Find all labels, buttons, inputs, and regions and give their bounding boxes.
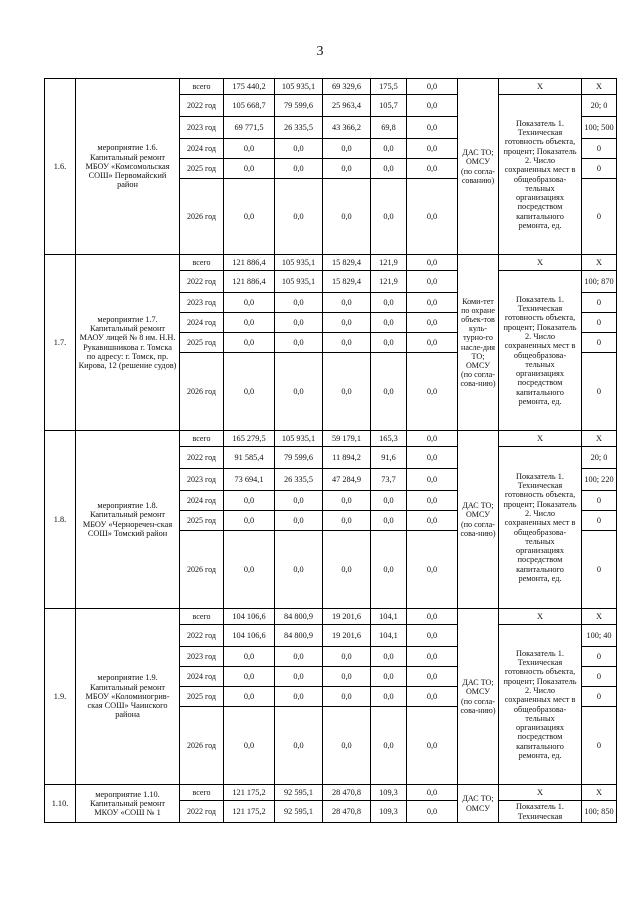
cell-value: 0,0 xyxy=(323,293,371,313)
indicator-cell: Показатель 1. Техническая готовность объекта, процент; Показатель 2. Число сохраненных мест в общеобразова-тельных организациях посредством капитального ремонта, ед. xyxy=(499,271,582,431)
indicator-value: 0 xyxy=(582,491,617,511)
period-label: 2025 год xyxy=(180,511,224,531)
cell-value: 109,3 xyxy=(371,801,407,823)
table-row xyxy=(45,785,617,801)
indicator-value: 0 xyxy=(582,667,617,687)
cell-value: 92 595,1 xyxy=(275,785,323,801)
period-label: 2025 год xyxy=(180,333,224,353)
cell-value: 105 668,7 xyxy=(224,95,275,117)
cell-value: 0,0 xyxy=(224,531,275,609)
cell-value: 104 106,6 xyxy=(224,625,275,647)
cell-value: 175 440,2 xyxy=(224,79,275,95)
row-number: 1.6. xyxy=(45,79,76,255)
cell-value: 0,0 xyxy=(323,647,371,667)
cell-value: 79 599,6 xyxy=(275,95,323,117)
cell-value: 0,0 xyxy=(275,179,323,255)
cell-value: 0,0 xyxy=(224,353,275,431)
row-number: 1.7. xyxy=(45,255,76,431)
indicator-value: 0 xyxy=(582,179,617,255)
measure-name: мероприятие 1.9. Капитальный ремонт МБОУ «Коломиногрив-ская СОШ» Чаинского района xyxy=(76,609,180,785)
page-number: 3 xyxy=(316,44,324,59)
measure-name: мероприятие 1.7. Капитальный ремонт МАОУ лицей № 8 им. Н.Н. Рукавишникова г. Томска по адресу: г. Томск, пр. Кирова, 12 (решение судов) xyxy=(76,255,180,431)
period-label: всего xyxy=(180,255,224,271)
cell-value: 0,0 xyxy=(275,353,323,431)
row-number: 1.10. xyxy=(45,785,76,823)
cell-value: 0,0 xyxy=(371,667,407,687)
period-label: 2023 год xyxy=(180,469,224,491)
cell-value: 0,0 xyxy=(407,469,458,491)
table-row xyxy=(45,255,617,271)
cell-value: 104 106,6 xyxy=(224,609,275,625)
cell-value: 0,0 xyxy=(224,491,275,511)
indicator-value: 0 xyxy=(582,531,617,609)
cell-value: 0,0 xyxy=(323,491,371,511)
cell-value: 0,0 xyxy=(224,179,275,255)
responsible-executor: ДАС ТО; ОМСУ (по согла-сова-нию) xyxy=(458,609,499,785)
cell-value: 0,0 xyxy=(224,511,275,531)
cell-value: 0,0 xyxy=(371,511,407,531)
cell-value: 0,0 xyxy=(407,79,458,95)
cell-value: 47 284,9 xyxy=(323,469,371,491)
period-label: 2026 год xyxy=(180,353,224,431)
cell-value: 84 800,9 xyxy=(275,609,323,625)
cell-value: 0,0 xyxy=(407,609,458,625)
cell-value: 0,0 xyxy=(323,531,371,609)
indicator-cell: Х xyxy=(499,255,582,271)
indicator-cell: Х xyxy=(499,79,582,95)
indicator-cell: Х xyxy=(499,431,582,447)
period-label: 2023 год xyxy=(180,647,224,667)
period-label: 2024 год xyxy=(180,139,224,159)
cell-value: 0,0 xyxy=(371,179,407,255)
cell-value: 0,0 xyxy=(224,647,275,667)
cell-value: 0,0 xyxy=(275,531,323,609)
cell-value: 175,5 xyxy=(371,79,407,95)
cell-value: 109,3 xyxy=(371,785,407,801)
row-number: 1.8. xyxy=(45,431,76,609)
indicator-value: 0 xyxy=(582,293,617,313)
cell-value: 0,0 xyxy=(371,159,407,179)
cell-value: 79 599,6 xyxy=(275,447,323,469)
cell-value: 0,0 xyxy=(275,293,323,313)
cell-value: 105 935,1 xyxy=(275,79,323,95)
indicator-cell: Показатель 1. Техническая готовность объекта, процент; Показатель 2. Число сохраненных мест в общеобразова-тельных организациях посредством капитального ремонта, ед. xyxy=(499,95,582,255)
period-label: 2022 год xyxy=(180,271,224,293)
indicator-value: 0 xyxy=(582,333,617,353)
period-label: 2022 год xyxy=(180,447,224,469)
cell-value: 0,0 xyxy=(275,139,323,159)
period-label: 2024 год xyxy=(180,667,224,687)
cell-value: 25 963,4 xyxy=(323,95,371,117)
indicator-value: 20; 0 xyxy=(582,447,617,469)
indicator-value: 0 xyxy=(582,511,617,531)
cell-value: 91,6 xyxy=(371,447,407,469)
cell-value: 0,0 xyxy=(224,333,275,353)
period-label: всего xyxy=(180,609,224,625)
cell-value: 26 335,5 xyxy=(275,469,323,491)
period-label: всего xyxy=(180,785,224,801)
cell-value: 43 366,2 xyxy=(323,117,371,139)
cell-value: 0,0 xyxy=(407,293,458,313)
cell-value: 0,0 xyxy=(407,707,458,785)
cell-value: 0,0 xyxy=(371,707,407,785)
table-row xyxy=(45,79,617,95)
cell-value: 0,0 xyxy=(407,801,458,823)
indicator-value: 100; 40 xyxy=(582,625,617,647)
cell-value: 0,0 xyxy=(407,271,458,293)
cell-value: 69,8 xyxy=(371,117,407,139)
cell-value: 0,0 xyxy=(275,333,323,353)
period-label: 2022 год xyxy=(180,801,224,823)
cell-value: 59 179,1 xyxy=(323,431,371,447)
cell-value: 0,0 xyxy=(224,293,275,313)
cell-value: 105 935,1 xyxy=(275,255,323,271)
responsible-executor: Коми-тет по охране объек-тов куль-турно-го насле-дия ТО; ОМСУ (по согла-сова-нию) xyxy=(458,255,499,431)
indicator-cell: Показатель 1. Техническая готовность объекта, процент; Показатель 2. Число сохраненных мест в общеобразова-тельных организациях посредством капитального ремонта, ед. xyxy=(499,625,582,785)
cell-value: 0,0 xyxy=(323,511,371,531)
cell-value: 104,1 xyxy=(371,625,407,647)
period-label: 2024 год xyxy=(180,491,224,511)
measure-name: мероприятие 1.10. Капитальный ремонт МКОУ «СОШ № 1 xyxy=(76,785,180,823)
cell-value: 0,0 xyxy=(224,139,275,159)
cell-value: 0,0 xyxy=(323,159,371,179)
cell-value: 0,0 xyxy=(407,491,458,511)
cell-value: 0,0 xyxy=(323,179,371,255)
cell-value: 0,0 xyxy=(371,531,407,609)
indicator-value: 20; 0 xyxy=(582,95,617,117)
responsible-executor: ДАС ТО; ОМСУ (по согла-сова-нию) xyxy=(458,431,499,609)
cell-value: 0,0 xyxy=(407,531,458,609)
cell-value: 0,0 xyxy=(371,333,407,353)
cell-value: 0,0 xyxy=(224,159,275,179)
cell-value: 165 279,5 xyxy=(224,431,275,447)
indicator-value: 0 xyxy=(582,707,617,785)
cell-value: 0,0 xyxy=(323,313,371,333)
cell-value: 121 886,4 xyxy=(224,255,275,271)
cell-value: 0,0 xyxy=(407,647,458,667)
row-number: 1.9. xyxy=(45,609,76,785)
cell-value: 73 694,1 xyxy=(224,469,275,491)
cell-value: 0,0 xyxy=(407,667,458,687)
cell-value: 0,0 xyxy=(275,511,323,531)
cell-value: 0,0 xyxy=(407,179,458,255)
cell-value: 0,0 xyxy=(224,707,275,785)
cell-value: 0,0 xyxy=(407,431,458,447)
cell-value: 0,0 xyxy=(407,117,458,139)
cell-value: 0,0 xyxy=(371,313,407,333)
cell-value: 84 800,9 xyxy=(275,625,323,647)
cell-value: 91 585,4 xyxy=(224,447,275,469)
cell-value: 121,9 xyxy=(371,271,407,293)
cell-value: 0,0 xyxy=(224,313,275,333)
cell-value: 15 829,4 xyxy=(323,271,371,293)
table-row xyxy=(45,609,617,625)
indicator-cell: Показатель 1. Техническая готовность объекта, процент; Показатель 2. Число сохраненных мест в общеобразова-тельных организациях посредством капитального ремонта, ед. xyxy=(499,447,582,609)
indicator-value: 0 xyxy=(582,647,617,667)
indicator-cell: Х xyxy=(499,609,582,625)
period-label: 2022 год xyxy=(180,625,224,647)
cell-value: 0,0 xyxy=(323,139,371,159)
indicator-value: 0 xyxy=(582,313,617,333)
indicator-value: 0 xyxy=(582,139,617,159)
cell-value: 105 935,1 xyxy=(275,431,323,447)
period-label: 2025 год xyxy=(180,159,224,179)
indicator-value: Х xyxy=(582,609,617,625)
cell-value: 26 335,5 xyxy=(275,117,323,139)
indicator-value: 100; 220 xyxy=(582,469,617,491)
cell-value: 28 470,8 xyxy=(323,801,371,823)
cell-value: 165,3 xyxy=(371,431,407,447)
cell-value: 0,0 xyxy=(275,667,323,687)
cell-value: 0,0 xyxy=(323,333,371,353)
period-label: 2023 год xyxy=(180,117,224,139)
cell-value: 19 201,6 xyxy=(323,625,371,647)
cell-value: 105,7 xyxy=(371,95,407,117)
period-label: всего xyxy=(180,431,224,447)
cell-value: 121 175,2 xyxy=(224,785,275,801)
indicator-value: 100; 500 xyxy=(582,117,617,139)
cell-value: 0,0 xyxy=(275,491,323,511)
cell-value: 0,0 xyxy=(407,511,458,531)
period-label: 2022 год xyxy=(180,95,224,117)
period-label: 2023 год xyxy=(180,293,224,313)
cell-value: 11 894,2 xyxy=(323,447,371,469)
cell-value: 0,0 xyxy=(275,647,323,667)
cell-value: 121,9 xyxy=(371,255,407,271)
table-row xyxy=(45,431,617,447)
cell-value: 73,7 xyxy=(371,469,407,491)
cell-value: 0,0 xyxy=(371,139,407,159)
cell-value: 0,0 xyxy=(407,785,458,801)
cell-value: 0,0 xyxy=(371,293,407,313)
measure-name: мероприятие 1.6. Капитальный ремонт МБОУ «Комсомольская СОШ» Первомайский район xyxy=(76,79,180,255)
cell-value: 0,0 xyxy=(224,667,275,687)
cell-value: 121 175,2 xyxy=(224,801,275,823)
cell-value: 0,0 xyxy=(224,687,275,707)
cell-value: 0,0 xyxy=(407,95,458,117)
cell-value: 69 329,6 xyxy=(323,79,371,95)
cell-value: 0,0 xyxy=(371,687,407,707)
cell-value: 0,0 xyxy=(323,707,371,785)
cell-value: 0,0 xyxy=(407,313,458,333)
cell-value: 15 829,4 xyxy=(323,255,371,271)
responsible-executor: ДАС ТО; ОМСУ xyxy=(458,785,499,823)
indicator-value: 100; 850 xyxy=(582,801,617,823)
indicator-value: 100; 870 xyxy=(582,271,617,293)
period-label: 2026 год xyxy=(180,531,224,609)
cell-value: 104,1 xyxy=(371,609,407,625)
indicator-value: 0 xyxy=(582,687,617,707)
responsible-executor: ДАС ТО; ОМСУ (по согла-сованию) xyxy=(458,79,499,255)
cell-value: 0,0 xyxy=(371,647,407,667)
cell-value: 0,0 xyxy=(275,707,323,785)
period-label: 2024 год xyxy=(180,313,224,333)
measure-name: мероприятие 1.8. Капитальный ремонт МБОУ «Черноречен-ская СОШ» Томский район xyxy=(76,431,180,609)
period-label: 2025 год xyxy=(180,687,224,707)
indicator-value: Х xyxy=(582,255,617,271)
period-label: 2026 год xyxy=(180,707,224,785)
cell-value: 0,0 xyxy=(407,255,458,271)
period-label: всего xyxy=(180,79,224,95)
cell-value: 19 201,6 xyxy=(323,609,371,625)
cell-value: 121 886,4 xyxy=(224,271,275,293)
cell-value: 0,0 xyxy=(275,159,323,179)
indicator-cell: Х xyxy=(499,785,582,801)
cell-value: 0,0 xyxy=(323,687,371,707)
cell-value: 92 595,1 xyxy=(275,801,323,823)
cell-value: 0,0 xyxy=(407,447,458,469)
indicator-cell: Показатель 1. Техническая xyxy=(499,801,582,823)
cell-value: 0,0 xyxy=(407,139,458,159)
cell-value: 0,0 xyxy=(323,353,371,431)
period-label: 2026 год xyxy=(180,179,224,255)
cell-value: 105 935,1 xyxy=(275,271,323,293)
cell-value: 0,0 xyxy=(371,353,407,431)
cell-value: 0,0 xyxy=(407,353,458,431)
cell-value: 0,0 xyxy=(275,687,323,707)
indicator-value: Х xyxy=(582,79,617,95)
cell-value: 0,0 xyxy=(275,313,323,333)
indicator-value: 0 xyxy=(582,159,617,179)
cell-value: 0,0 xyxy=(407,159,458,179)
cell-value: 28 470,8 xyxy=(323,785,371,801)
cell-value: 0,0 xyxy=(407,333,458,353)
indicator-value: Х xyxy=(582,431,617,447)
indicator-value: Х xyxy=(582,785,617,801)
cell-value: 0,0 xyxy=(323,667,371,687)
cell-value: 0,0 xyxy=(371,491,407,511)
indicator-value: 0 xyxy=(582,353,617,431)
cell-value: 0,0 xyxy=(407,625,458,647)
cell-value: 0,0 xyxy=(407,687,458,707)
program-table xyxy=(44,78,617,823)
cell-value: 69 771,5 xyxy=(224,117,275,139)
